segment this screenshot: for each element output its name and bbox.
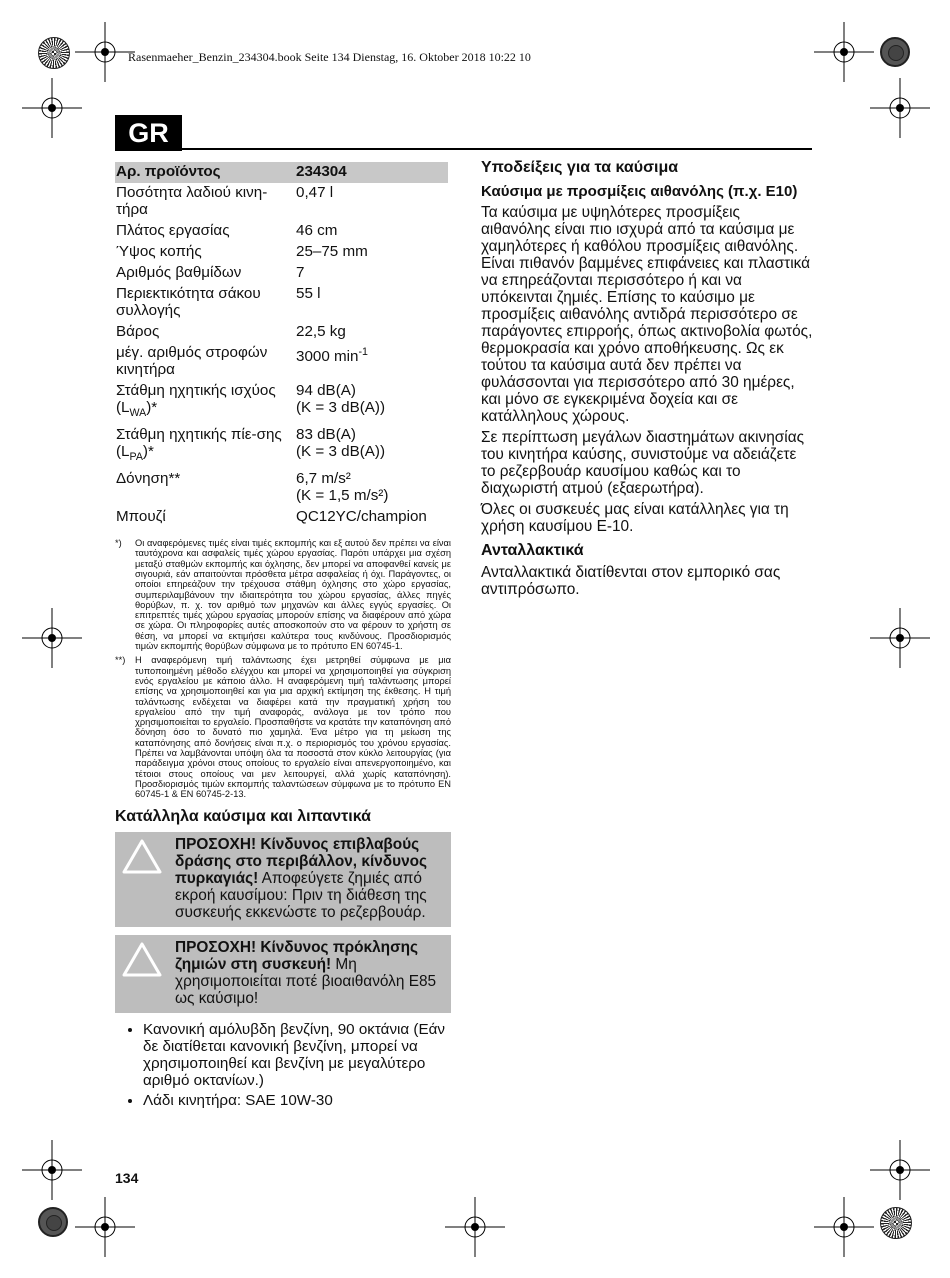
spec-value: 7 xyxy=(296,264,305,281)
spec-value xyxy=(295,425,448,469)
registration-mark-icon xyxy=(445,1197,505,1257)
spec-row xyxy=(115,343,448,381)
warning-text xyxy=(169,939,445,1007)
warning-title: ΠΡΟΣΟΧΗ! Κίνδυνος πρόκλησης ζημιών στη συσκευή! xyxy=(175,939,419,974)
spec-value-main: 83 dB(A) xyxy=(296,426,356,444)
fuel-list xyxy=(115,1021,451,1109)
footnote-mark: **) xyxy=(115,655,126,666)
warning-text xyxy=(169,836,445,921)
warning-triangle-icon xyxy=(121,939,169,1007)
spec-key: Βάρος xyxy=(116,323,160,340)
spec-row xyxy=(115,242,448,263)
spec-row xyxy=(115,381,448,425)
spec-row xyxy=(115,263,448,284)
spec-value: 234304 xyxy=(295,162,448,183)
spec-value-tolerance: (K = 3 dB(A)) xyxy=(296,443,386,461)
spec-value: QC12YC/champion xyxy=(296,508,427,526)
spec-key: Αριθμός βαθμίδων xyxy=(116,264,242,281)
spec-value-main: 3000 min xyxy=(296,348,359,366)
registration-mark-icon xyxy=(870,1140,930,1200)
spec-value xyxy=(295,343,448,381)
warning-title: ΠΡΟΣΟΧΗ! Κίνδυνος επιβλαβούς δράσης στο περιβάλλον, κίνδυνος πυρκαγιάς! xyxy=(175,836,428,888)
spec-key: Αρ. προϊόντος xyxy=(115,162,295,183)
spec-value xyxy=(295,469,448,507)
spec-value: 0,47 l xyxy=(296,184,334,201)
registration-mark-icon xyxy=(814,22,874,82)
spec-row xyxy=(115,469,448,507)
spec-key: Δόνηση** xyxy=(116,470,181,488)
spec-row xyxy=(115,221,448,242)
language-tab: GR xyxy=(115,115,182,151)
spec-row xyxy=(115,507,448,528)
subsection-heading: Καύσιμα με προσμίξεις αιθανόλης (π.χ. E10) xyxy=(481,183,798,200)
section-heading: Ανταλλακτικά xyxy=(481,542,584,559)
footnote-text: Η αναφερόμενη τιμή ταλάντωσης έχει μετρηθεί σύμφωνα με μια τυποποιημένη μέθοδο ελέγχου και μπορεί να χρησιμοποιηθεί για σύγκριση ενός εργαλείου με κάποιο άλλο. Η αναφερόμενη τιμή ταλάντωσης μπορεί επίσης να χρησιμοποιηθεί και για μια αρχική εκτίμηση της έκθεσης. Η τιμή ταλάντωσης ενδέχεται να διαφέρει κατά την πραγματική χρήση του εργαλείου από την τιμή αναφοράς, ανάλογα με τον τρόπο που χρησιμοποιείται το εργαλείο. Προσπαθήστε να κρατάτε την καταπόνηση από δόνηση όσο το δυνατό πιο χαμηλά. Ένα μέτρο για τη μείωση της καταπόνησης από δονήσεις είναι π.χ. ο περιορισμός του χρόνου εργασίας. Πρέπει να λαμβάνονται υπόψη όλα τα ποσοστά στον κύκλο λειτουργίας (για παράδειγμα χρόνοι στους οποίους το εργαλείο είναι απενεργοποιημένο, και τέτοιοι στους οποίους ναι μεν λειτουργεί, αλλά χωρίς καταπόνηση). Προσδιορισμός τιμών εκπομπής ταλαντώσεων σύμφωνα με το πρότυπο EN 60745-1 & EN 60745-2-13. xyxy=(135,655,451,800)
spec-value-tolerance: (K = 1,5 m/s²) xyxy=(296,487,389,505)
spec-table xyxy=(115,162,448,528)
color-patch-icon xyxy=(880,37,910,67)
registration-mark-icon xyxy=(814,1197,874,1257)
color-wheel-icon xyxy=(880,1207,912,1239)
spec-value xyxy=(295,381,448,425)
spec-table-header xyxy=(115,162,448,183)
spec-value: 55 l xyxy=(296,285,321,302)
paragraph: Όλες οι συσκευές μας είναι κατάλληλες για τη χρήση καυσίμου E-10. xyxy=(481,501,789,535)
spec-key-tail: )* xyxy=(142,443,154,461)
left-column xyxy=(115,162,451,1112)
spec-value-exponent: -1 xyxy=(358,346,368,358)
warning-box xyxy=(115,832,451,927)
spec-key xyxy=(115,381,295,425)
right-column xyxy=(481,158,813,602)
warning-triangle-icon xyxy=(121,836,169,921)
list-item: • Λάδι κινητήρα: SAE 10W-30 xyxy=(143,1092,451,1109)
section-heading: Υποδείξεις για τα καύσιμα xyxy=(481,159,679,176)
registration-mark-icon xyxy=(870,608,930,668)
spec-key: Περιεκτικότητα σάκου συλλογής xyxy=(116,285,261,319)
spec-key-sub: PA xyxy=(129,451,143,464)
registration-mark-icon xyxy=(870,78,930,138)
spec-value-main: 6,7 m/s² xyxy=(296,470,351,488)
footnote-mark: *) xyxy=(115,538,122,549)
registration-mark-icon xyxy=(22,1140,82,1200)
registration-mark-icon xyxy=(22,608,82,668)
color-wheel-icon xyxy=(38,37,70,69)
warning-box xyxy=(115,935,451,1013)
spec-key: Πλάτος εργασίας xyxy=(116,222,230,239)
spec-value: 25–75 mm xyxy=(296,243,368,260)
registration-mark-icon xyxy=(75,22,135,82)
section-heading: Κατάλληλα καύσιμα και λιπαντικά xyxy=(115,808,371,826)
footnote-text: Οι αναφερόμενες τιμές είναι τιμές εκπομπής και εξ αυτού δεν πρέπει να είναι ταυτόχρονα και ασφαλείς τιμές χώρου εργασίας. Παρότι υπάρχει μια σχέση μεταξύ σταθμών εκπομπής και όχλησης, δεν μπορεί να αποφανθεί κανείς με σιγουριά, εάν απαιτούνται πρόσθετα μέτρα ασφαλείας ή όχι. Παράγοντες, οι οποίοι επηρεάζουν την τρέχουσα στάθμη όχλησης στο χώρο εργασίας, συμπεριλαμβάνουν την ιδιαιτερότητα του χώρου εργασίας, άλλες πηγές θορύβων, π. χ. τον αριθμό των μηχανών και άλλες εγγύς εργασίες. Οι επιτρεπτές τιμές χώρου εργασίας μπορούν επίσης να διαφέρουν από χώρα σε χώρα. Οι πληροφορίες αυτές αποσκοπούν στο να φέρουν το χρήστη σε θέση, να μπορεί να εκτιμήσει καλύτερα τους κινδύνους. Προσδιορισμός τιμών εκπομπής θορύβων σύμφωνα με το πρότυπο EN 60745-1. xyxy=(135,538,451,652)
spec-row xyxy=(115,425,448,469)
spec-value: 46 cm xyxy=(296,222,338,239)
spec-key: Ύψος κοπής xyxy=(116,243,202,260)
paragraph: Σε περίπτωση μεγάλων διαστημάτων ακινησίας του κινητήρα καύσης, συνιστούμε να αδειάζετε το ρεζερβουάρ καυσίμου καθώς και το διαχωριστή ατμού (εξαερωτήρα). xyxy=(481,429,805,497)
spec-key xyxy=(115,425,295,469)
header-rule xyxy=(182,148,812,150)
list-item: • Κανονική αμόλυβδη βενζίνη, 90 οκτάνια (Εάν δε διατίθεται κανονική βενζίνη, μπορεί να χρησιμοποιηθεί και βενζίνη με μεγαλύτερο αριθμό οκτανίων.) xyxy=(143,1021,451,1089)
paragraph: Τα καύσιμα με υψηλότερες προσμίξεις αιθανόλης είναι πιο ισχυρά από τα καύσιμα με χαμηλότερες ή καθόλου προσμίξεις αιθανόλης. Είναι πιθανόν βαμμένες επιφάνειες και πλαστικά να επηρεάζονται περισσότερο ή και να υπόκεινται ζημιές. Επίσης το καύσιμο με προσμίξεις αιθανόλης αντιδρά περισσότερο σε παράγοντες επιρροής, όπως ακτινοβολία φωτός, θερμοκρασία και χρόνο αποθήκευσης. Ως εκ τούτου τα καύσιμα αυτά δεν πρέπει να φυλάσσονται για περισσότερο από 30 ημέρες, και μόνο σε εγκεκριμένα δοχεία και σε κατάλληλους χώρους. xyxy=(481,204,813,425)
registration-mark-icon xyxy=(22,78,82,138)
page-number: 134 xyxy=(115,1170,139,1186)
print-header: Rasenmaeher_Benzin_234304.book Seite 134 Dienstag, 16. Oktober 2018 10:22 10 xyxy=(128,50,531,64)
footnote xyxy=(115,538,451,651)
spec-value-tolerance: (K = 3 dB(A)) xyxy=(296,399,386,416)
spec-row xyxy=(115,284,448,322)
spec-key: μέγ. αριθμός στροφών κινητήρα xyxy=(116,344,268,378)
color-patch-icon xyxy=(38,1207,68,1237)
paragraph: Ανταλλακτικά διατίθενται στον εμπορικό σας αντιπρόσωπο. xyxy=(481,564,781,598)
warning-body: Αποφεύγετε ζημιές από εκροή καυσίμου: Πριν τη διάθεση της συσκευής εκκενώστε το ρεζερβουάρ. xyxy=(175,870,427,922)
spec-key-sub: WA xyxy=(129,407,147,420)
spec-key-main: Στάθμη ηχητικής πίε-σης (L xyxy=(116,426,282,461)
registration-mark-icon xyxy=(75,1197,135,1257)
spec-row xyxy=(115,322,448,343)
spec-value-main: 94 dB(A) xyxy=(296,382,356,399)
footnote xyxy=(115,655,451,799)
spec-key: Ποσότητα λαδιού κινη-τήρα xyxy=(116,184,268,218)
warning-body: Μη χρησιμοποιείται ποτέ βιοαιθανόλη E85 ως καύσιμο! xyxy=(175,956,437,1008)
spec-key-tail: )* xyxy=(146,399,158,416)
spec-value: 22,5 kg xyxy=(296,323,346,340)
spec-row xyxy=(115,183,448,221)
spec-key-main: Στάθμη ηχητικής ισχύος (L xyxy=(116,382,276,416)
spec-key: Μπουζί xyxy=(116,508,166,526)
